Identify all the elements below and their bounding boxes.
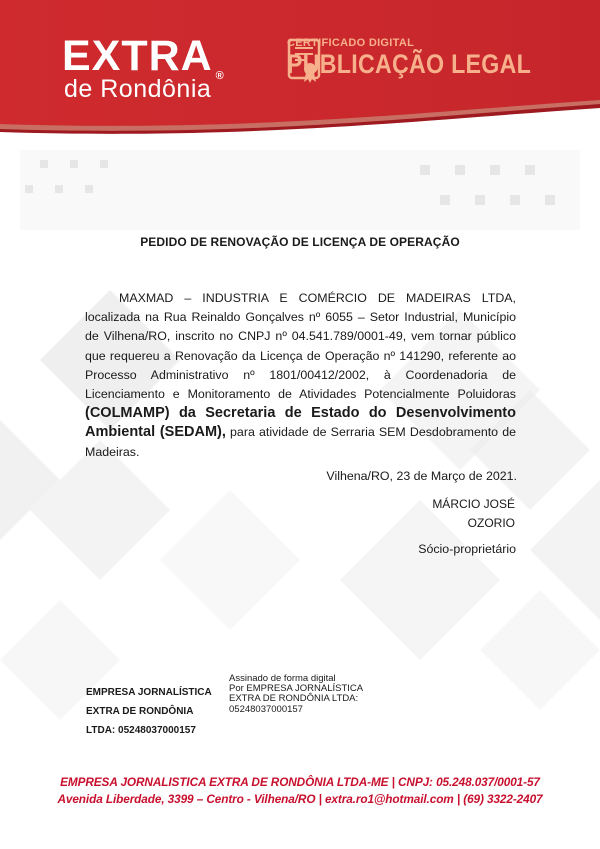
document-date: Vilhena/RO, 23 de Março de 2021. (326, 469, 517, 483)
signature-name-line1: EMPRESA JORNALÍSTICA (86, 687, 212, 698)
footer-company-line: EMPRESA JORNALISTICA EXTRA DE RONDÔNIA LTDA-ME | CNPJ: 05.248.037/0001-57 (60, 775, 540, 789)
signature-name-line2: EXTRA DE RONDÔNIA (86, 706, 194, 717)
digital-signature-name (86, 683, 212, 740)
digital-signature-details (229, 674, 379, 715)
brand-name-text: EXTRA (62, 32, 213, 80)
document-body (85, 289, 516, 462)
signature-detail-line4: 05248037000157 (229, 703, 303, 715)
signer-name-line1: MÁRCIO JOSÉ (432, 497, 515, 511)
signer-name-line2: OZORIO (467, 516, 515, 530)
certificate-title: PUBLICAÇÃO LEGAL (287, 49, 532, 79)
body-text-part1: MAXMAD – INDUSTRIA E COMÉRCIO DE MADEIRAS LTDA, localizada na Rua Reinaldo Gonçalves nº 6055 – Setor Industrial, Município de Vilhena/RO, inscrito no CNPJ nº 04.541.789/0001-49, vem tornar público que requereu a Renovação da Licença de Operação nº 141290, referente ao Processo Administrativo nº 1801/00412/2002, à Coordenadoria de Licenciamento e Monitoramento de Atividades Potencialmente Poluidoras (85, 291, 516, 402)
signer-role: Sócio-proprietário (418, 542, 516, 556)
document-title: PEDIDO DE RENOVAÇÃO DE LICENÇA DE OPERAÇÃO (140, 235, 460, 249)
signature-detail-line3: EXTRA DE RONDÔNIA LTDA: (229, 693, 359, 705)
certificate-label: CERTIFICADO DIGITAL (287, 37, 415, 49)
registered-mark: ® (215, 70, 225, 82)
body-text-part2: para atividade de Serraria SEM Desdobramento de Madeiras. (85, 425, 516, 459)
footer-contact-line: Avenida Liberdade, 3399 – Centro - Vilhena/RO | extra.ro1@hotmail.com | (69) 3322-2407 (57, 792, 543, 806)
brand-subtitle: de Rondônia (64, 75, 212, 103)
body-text-bold: (COLMAMP) da Secretaria de Estado do Desenvolvimento Ambiental (SEDAM), (85, 405, 516, 441)
signature-name-line3: LTDA: 05248037000157 (86, 725, 196, 736)
signature-detail-line2: Por EMPRESA JORNALÍSTICA (229, 683, 364, 695)
signature-detail-line1: Assinado de forma digital (229, 673, 336, 684)
